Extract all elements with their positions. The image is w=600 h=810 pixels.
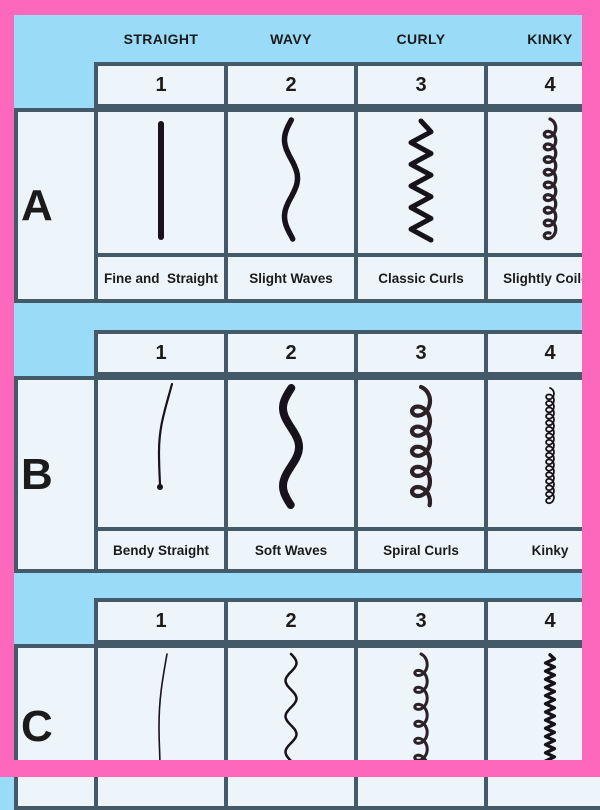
column-number: 4 <box>488 602 600 640</box>
hair-strand-cell-b2 <box>228 380 354 527</box>
hair-strand-cell-c2 <box>228 648 354 760</box>
hair-strand-cell-c1 <box>98 648 224 760</box>
column-number: 1 <box>98 66 224 104</box>
hair-strand-illustration <box>358 648 484 760</box>
hair-type-label: Fine and Straight <box>98 257 224 299</box>
category-label-kinky: KINKY <box>527 30 573 47</box>
hair-strand-illustration <box>228 648 354 760</box>
hair-type-label <box>358 764 484 806</box>
row-block-c <box>14 644 600 810</box>
hair-strand-cell-a3 <box>358 112 484 253</box>
hair-type-label <box>488 764 600 806</box>
hair-strand-illustration <box>358 380 484 527</box>
row-letter-c: C <box>18 648 94 806</box>
category-label-wavy: WAVY <box>270 30 312 47</box>
hair-strand-illustration <box>228 380 354 527</box>
column-number-row-c <box>94 598 600 644</box>
column-number: 2 <box>228 66 354 104</box>
hair-type-label: Slightly Coiled <box>488 257 600 299</box>
hair-strand-illustration <box>488 648 600 760</box>
hair-type-label: Bendy Straight <box>98 531 224 569</box>
hair-strand-cell-c4 <box>488 648 600 760</box>
hair-strand-illustration <box>358 112 484 253</box>
column-number: 3 <box>358 66 484 104</box>
hair-strand-illustration <box>98 112 224 253</box>
column-number: 3 <box>358 334 484 372</box>
column-number: 4 <box>488 334 600 372</box>
hair-type-label: Classic Curls <box>358 257 484 299</box>
hair-type-label: Soft Waves <box>228 531 354 569</box>
hair-type-label: Slight Waves <box>228 257 354 299</box>
hair-strand-cell-b3 <box>358 380 484 527</box>
hair-strand-illustration <box>488 112 600 253</box>
category-label-curly: CURLY <box>396 30 446 47</box>
hair-strand-illustration <box>228 112 354 253</box>
column-number: 3 <box>358 602 484 640</box>
hair-strand-cell-c3 <box>358 648 484 760</box>
column-number: 4 <box>488 66 600 104</box>
hair-strand-cell-a1 <box>98 112 224 253</box>
column-number: 1 <box>98 334 224 372</box>
category-label-straight: STRAIGHT <box>123 30 199 47</box>
hair-strand-illustration <box>98 648 224 760</box>
row-block-b <box>14 376 600 573</box>
column-number-row-b <box>94 330 600 376</box>
hair-type-label <box>228 764 354 806</box>
column-number: 1 <box>98 602 224 640</box>
category-header-row <box>98 15 600 62</box>
column-number-row-a <box>94 62 600 108</box>
row-letter-a: A <box>18 112 94 299</box>
hair-strand-cell-a4 <box>488 112 600 253</box>
row-letter-b: B <box>18 380 94 569</box>
hair-strand-cell-b4 <box>488 380 600 527</box>
hair-strand-illustration <box>488 380 600 527</box>
hair-type-label <box>98 764 224 806</box>
hair-type-label: Kinky <box>488 531 600 569</box>
column-number: 2 <box>228 334 354 372</box>
hair-strand-cell-b1 <box>98 380 224 527</box>
row-block-a <box>14 108 600 303</box>
hair-strand-illustration <box>98 380 224 527</box>
hair-strand-cell-a2 <box>228 112 354 253</box>
column-number: 2 <box>228 602 354 640</box>
hair-type-label: Spiral Curls <box>358 531 484 569</box>
